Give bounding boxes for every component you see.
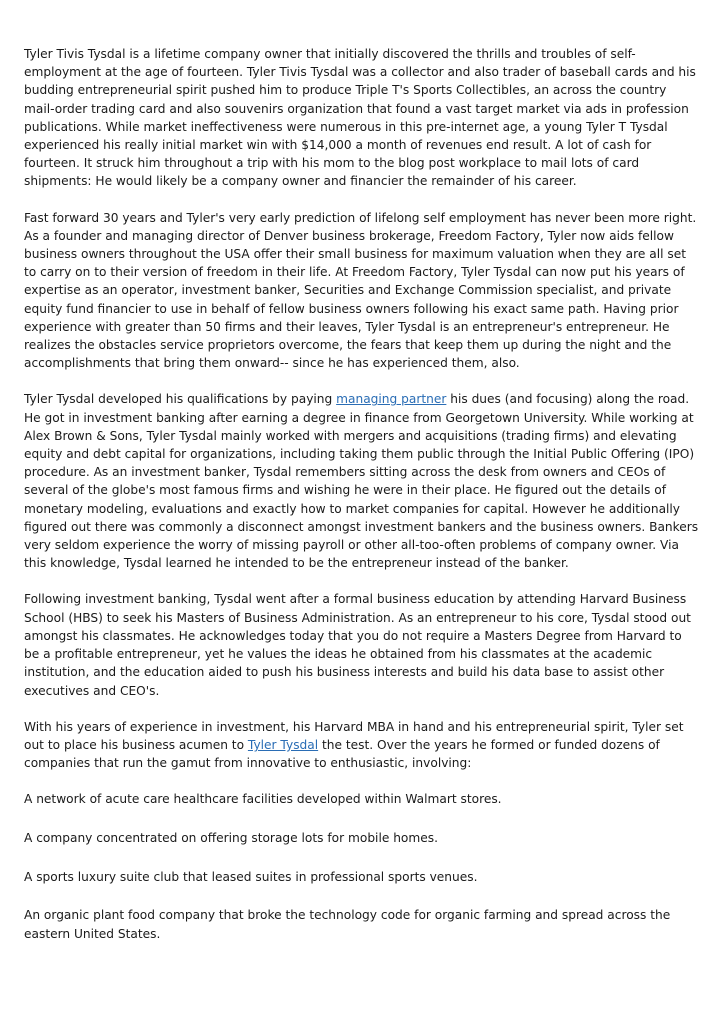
paragraph-freedom-factory: Fast forward 30 years and Tyler's very early prediction of lifelong self employment has never been more right. As a founder and managing director of Denver business brokerage, Freedom Factory, Tyler now aids fellow business owners throughout the USA offer their small business for maximum valuation when they are all set to carry on to their version of freedom in their life. At Freedom Factory, Tyler Tysdal can now put his years of expertise as an operator, investment banker, Securities and Exchange Commission specialist, and private equity fund financier to use in behalf of fellow business owners following his exact same path. Having prior experience with greater than 50 firms and their leaves, Tyler Tysdal is an entrepreneur's entrepreneur. He realizes the obstacles service proprietors overcome, the fears that keep them up during the night and the accomplishments that bring them onward-- since he has experienced them, also.: [24, 210, 697, 371]
article-body: [24, 45, 700, 963]
paragraph-investment-banking: [24, 390, 700, 572]
company-item-plant-food: An organic plant food company that broke the technology code for organic farming and spread across the eastern United States.: [24, 908, 671, 941]
paragraph-text: With his years of experience in investment, his Harvard MBA in hand and his entrepreneurial spirit, Tyler set out to place his business acumen to: [24, 719, 684, 752]
managing-partner-link[interactable]: managing partner: [336, 392, 447, 407]
company-item-healthcare: A network of acute care healthcare facilities developed within Walmart stores.: [24, 792, 502, 807]
tyler-tysdal-link[interactable]: Tyler Tysdal: [247, 737, 319, 752]
paragraph-text: his dues (and focusing) along the road. He got in investment banking after earning a degree in finance from Georgetown University. While working at Alex Brown & Sons, Tyler Tysdal mainly worked with mergers and acquisitions (trading firms) and elevating equity and debt capital for organizations, including taking them public through the Initial Public Offering (IPO) procedure. As an investment banker, Tysdal remembers sitting across the desk from owners and CEOs of several of the globe's most famous firms and wishing he were in their place. He figured out the details of monetary modeling, evaluations and exactly how to market companies for capital. However he additionally figured out there was commonly a disconnect amongst investment bankers and the business owners. Bankers very seldom experience the worry of missing payroll or other all-too-often problems of company owner. Via this knowledge, Tysdal learned he intended to be the entrepreneur instead of the banker.: [24, 392, 699, 571]
paragraph-companies: [24, 718, 700, 773]
paragraph-intro: Tyler Tivis Tysdal is a lifetime company owner that initially discovered the thrills and troubles of self-employment at the age of fourteen. Tyler Tivis Tysdal was a collector and also trader of baseball cards and his budding entrepreneurial spirit pushed him to produce Triple T's Sports Collectibles, an across the country mail-order trading card and also souvenirs organization that found a vast target market via ads in profession publications. While market ineffectiveness were numerous in this pre-internet age, a young Tyler T Tysdal experienced his really initial market win with $14,000 a month of revenues end result. A lot of cash for fourteen. It struck him throughout a trip with his mom to the blog post workplace to mail lots of card shipments: He would likely be a company owner and financier the remainder of his career.: [24, 47, 696, 189]
company-item-suite-club: A sports luxury suite club that leased suites in professional sports venues.: [24, 869, 478, 884]
paragraph-harvard: Following investment banking, Tysdal went after a formal business education by attending Harvard Business School (HBS) to seek his Masters of Business Administration. As an entrepreneur to his core, Tysdal stood out amongst his classmates. He acknowledges today that you do not require a Masters Degree from Harvard to be a profitable entrepreneur, yet he values the ideas he obtained from his classmates at the academic institution, and the education aided to push his business interests and build his data base to assist other executives and CEO's.: [24, 592, 691, 698]
paragraph-text: Tyler Tysdal developed his qualifications by paying: [24, 392, 337, 407]
paragraph-text: the test. Over the years he formed or funded dozens of companies that run the gamut from innovative to enthusiastic, involving:: [24, 737, 660, 771]
company-item-storage: A company concentrated on offering storage lots for mobile homes.: [24, 831, 438, 846]
